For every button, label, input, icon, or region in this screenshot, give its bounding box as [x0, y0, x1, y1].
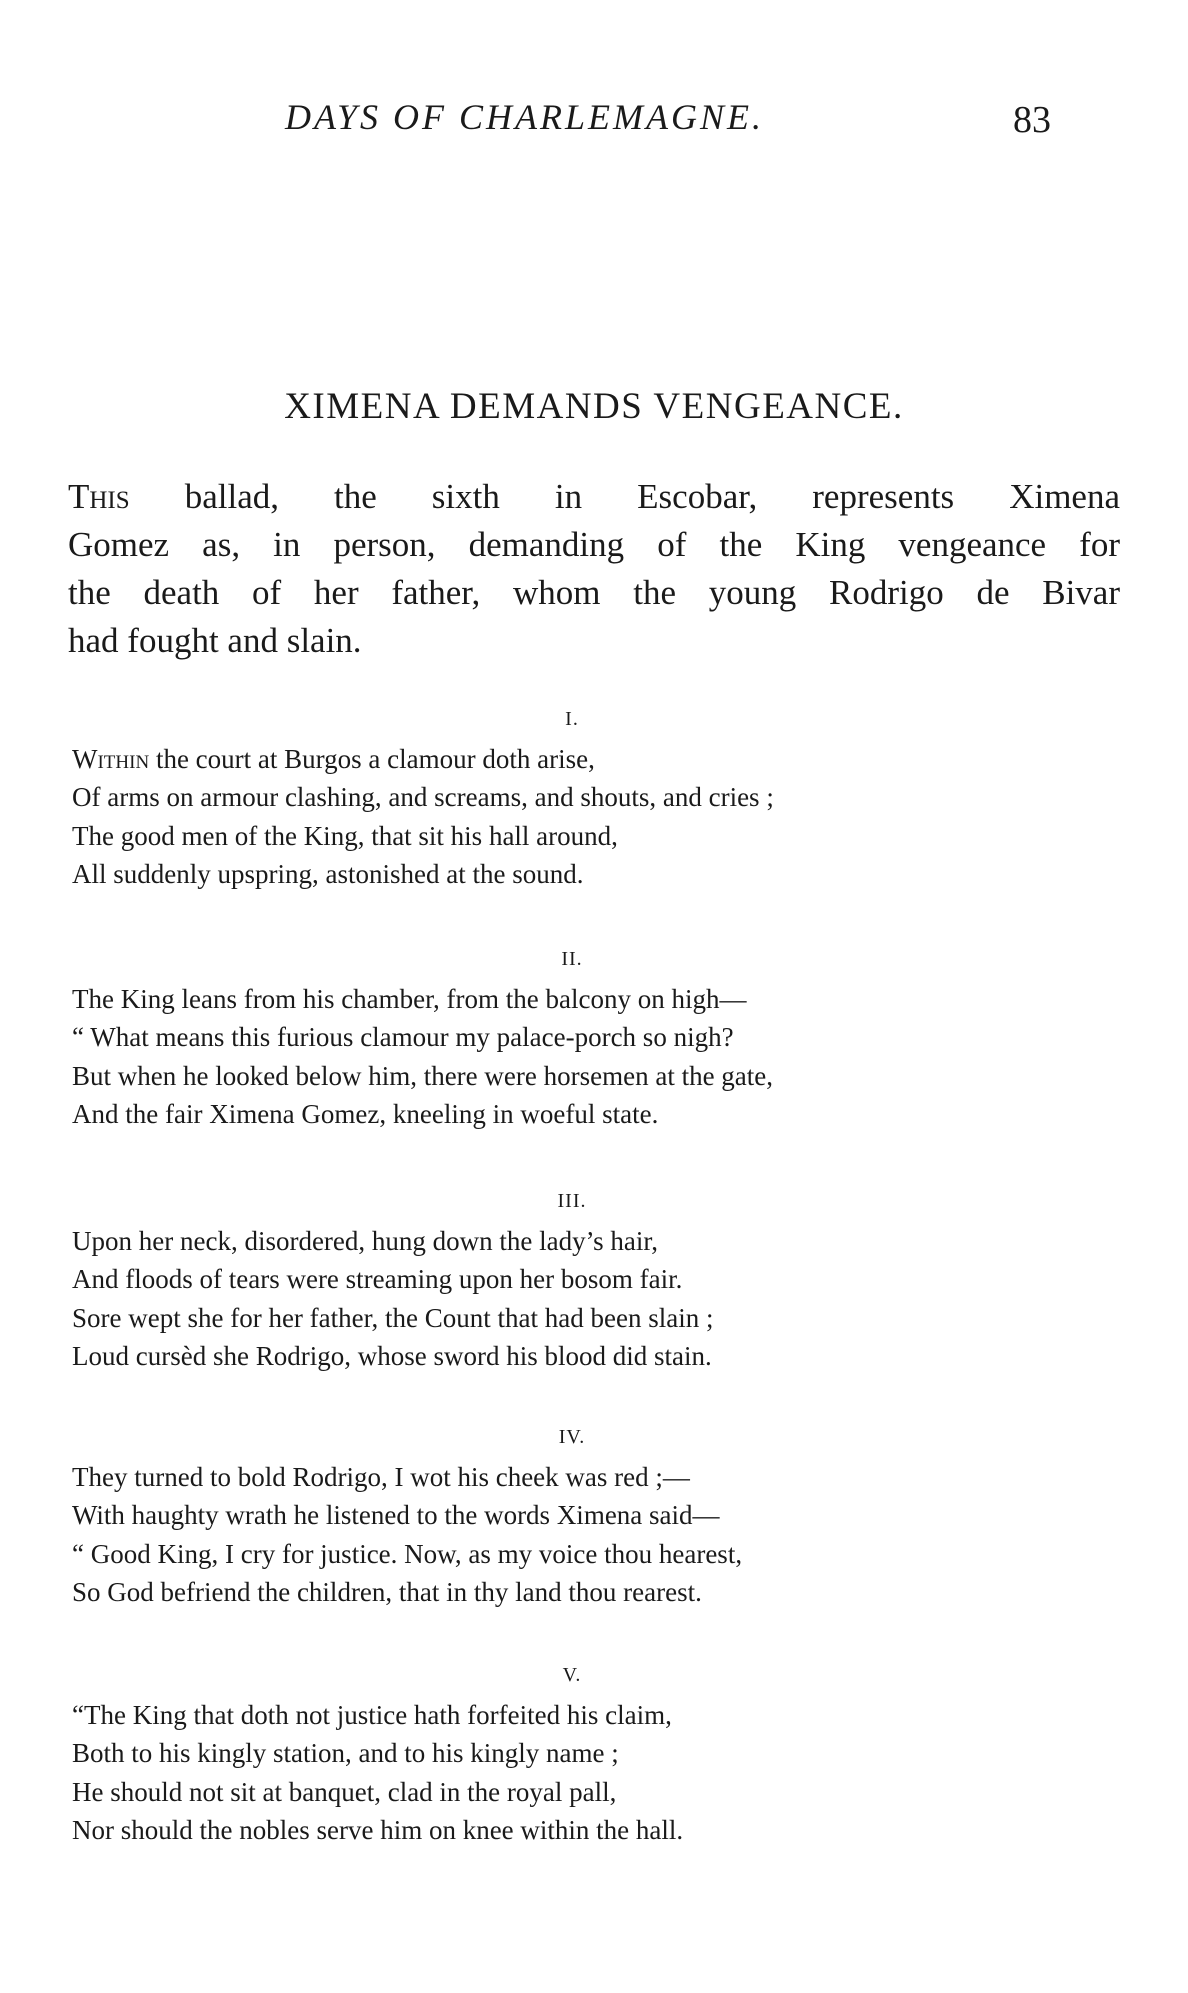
running-header: [0, 96, 1188, 146]
verse-line: The King leans from his chamber, from the balcony on high—: [72, 984, 747, 1014]
page-number: 83: [1013, 99, 1051, 141]
verse-line: Loud cursèd she Rodrigo, whose sword his blood did stain.: [72, 1340, 712, 1371]
verse-line: And the fair Ximena Gomez, kneeling in woeful state.: [72, 1098, 659, 1129]
verse-line: And floods of tears were streaming upon her bosom fair.: [72, 1264, 683, 1295]
verse-line: With haughty wrath he listened to the words Ximena said—: [72, 1500, 720, 1531]
verse-line-text: the court at Burgos a clamour doth arise,: [149, 744, 595, 774]
verse-line: “ Good King, I cry for justice. Now, as my voice thou hearest,: [72, 1538, 743, 1569]
stanza-1: [72, 706, 1112, 893]
verse-line: Both to his kingly station, and to his kingly name ;: [72, 1738, 619, 1769]
stanza-numeral: II.: [561, 948, 583, 970]
verse-line: So God befriend the children, that in thy land thou rearest.: [72, 1576, 702, 1607]
verse-line: Sore wept she for her father, the Count that had been slain ;: [72, 1302, 714, 1333]
stanza-4: [72, 1424, 1112, 1611]
verse-line: They turned to bold Rodrigo, I wot his cheek was red ;—: [72, 1462, 690, 1492]
stanza-numeral: IV.: [558, 1426, 586, 1448]
stanza-5: [72, 1662, 1112, 1849]
intro-line-text: ballad, the sixth in Escobar, represents Ximena: [129, 477, 1120, 516]
intro-paragraph: [68, 473, 1120, 665]
verse-line: [72, 740, 1112, 778]
intro-line: Gomez as, in person, demanding of the King vengeance for: [68, 525, 1120, 564]
stanza-numeral: I.: [565, 708, 579, 730]
intro-line: had fought and slain.: [68, 621, 362, 660]
stanza-numeral: III.: [557, 1190, 587, 1212]
chapter-title: XIMENA DEMANDS VENGEANCE.: [284, 386, 904, 427]
verse-line: All suddenly upspring, astonished at the sound.: [72, 858, 584, 889]
verse-line: Upon her neck, disordered, hung down the lady’s hair,: [72, 1226, 659, 1256]
running-title: DAYS OF CHARLEMAGNE.: [285, 97, 764, 137]
verse-line: “ What means this furious clamour my palace-porch so nigh?: [72, 1022, 734, 1053]
intro-first-word: This: [68, 477, 130, 516]
stanza-numeral: V.: [562, 1664, 582, 1686]
intro-line: the death of her father, whom the young Rodrigo de Bivar: [68, 573, 1120, 612]
verse-line: “The King that doth not justice hath forfeited his claim,: [72, 1700, 672, 1730]
stanza-3: [72, 1188, 1112, 1375]
stanza-first-word: Within: [72, 744, 150, 774]
verse-line: Nor should the nobles serve him on knee within the hall.: [72, 1814, 684, 1845]
verse-line: But when he looked below him, there were horsemen at the gate,: [72, 1060, 774, 1091]
verse-line: He should not sit at banquet, clad in the royal pall,: [72, 1776, 617, 1807]
intro-line: [68, 473, 1120, 521]
stanza-2: [72, 946, 1112, 1133]
verse-line: The good men of the King, that sit his hall around,: [72, 820, 618, 851]
verse-line: Of arms on armour clashing, and screams, and shouts, and cries ;: [72, 782, 774, 813]
